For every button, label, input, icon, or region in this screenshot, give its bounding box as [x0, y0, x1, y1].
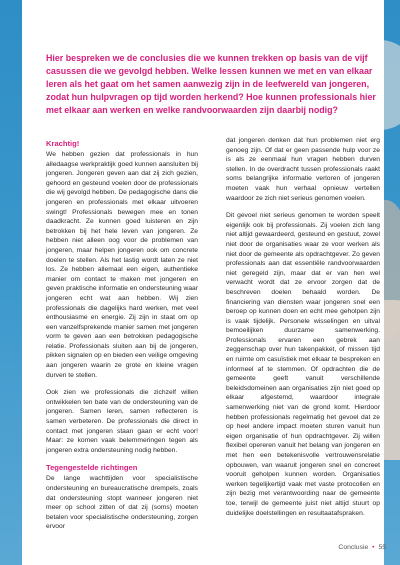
- body-paragraph: Dit gevoel niet serieus genomen te worden speelt eigenlijk ook bij professionals. Zij voelen zich lang niet altijd gewaardeerd, gesteund en gestuut, zowel niet door de organisaties waar ze voor werken als niet door de gemeente als opdrachtgever. Zo geven professionals aan dat essentiële randvoorwaarden niet geregeld zijn, maar dat er van hen wel verwacht wordt dat ze ervoor zorgen dat de beschreven doelen behaald worden. De financiering van diensten waar jongeren snel een beroep op kunnen doen en echt mee geholpen zijn is vaak tijdelijk. Personele wisselingen en uitval bemoeilijken duurzame samenwerking. Professionals ervaren een gebrek aan zeggenschap over hun takenpakket, of missen tijd en ruimte om casuïstiek met elkaar te bespreken en informeel af te stemmen. Of opdrachten die de gemeente geeft vanuit verschillende beleidsdomeinen aan organisaties zijn niet goed op elkaar afgestemd, waardoor integrale samenwerking niet van de grond komt. Hierdoor hebben professionals regelmatig het gevoel dat ze op heel andere impact moeten sturen vanuit hun eigen organisatie of hun opdrachtgever. Zij willen flexibel opereren vanuit het belang van jongeren en met hen een betekenisvolle vertrouwensrelatie opbouwen, van waaruit jongeren snel en concreet vooruit geholpen kunnen worden. Organisaties werken tegelijkertijd vaak met vaste protocollen en zijn bezig met verantwoording naar de gemeente toe, terwijl de gemeente juist niet altijd stuurt op duidelijke doelstellingen en resultaatafspraken.: [226, 212, 380, 517]
- left-column: [46, 136, 198, 540]
- body-paragraph: De lange wachttijden voor specialistische ondersteuning en bureaucratische drempels, zoals dat ondersteuning stopt wanneer jongeren niet meer op school zitten of dat zij (soms) moeten betalen voor specialistische ondersteuning, zorgen ervoor: [46, 475, 198, 531]
- section-heading-krachtig: Krachtig!: [46, 139, 80, 148]
- content-card: [22, 0, 384, 565]
- body-paragraph: dat jongeren denken dat hun problemen niet erg genoeg zijn. Of dat er geen passende hulp voor ze is als ze eenmaal hun vragen hebben durven stellen. In de overdracht tussen professionals raakt soms belangrijke informatie verloren of jongeren moeten vaak hun verhaal opnieuw vertellen waardoor ze zich niet serieus genomen voelen.: [226, 137, 380, 202]
- body-paragraph: We hebben gezien dat professionals in hun alledaagse werkpraktijk goed kunnen aansluiten bij jongeren. Jongeren geven aan dat zij zich gezien, gehoord en gesteund voelen door de professionals die wij gevolgd hebben. De pedagogische dans die jongeren en professionals met elkaar uitvoeren swingt! Professionals bewegen mee en tonen daadkracht. Ze kunnen goed luisteren en zijn betrokken bij het hele leven van jongeren. Ze hebben niet alleen oog voor de problemen van jongeren, maar helpen jongeren ook om concrete doelen te stellen. Als het lastig wordt laten ze niet los. Ze hebben allemaal een eigen, authentieke manier om contact te maken met jongeren en geven praktische informatie en ondersteuning waar jongeren echt wat aan hebben. Wij zien professionals die dagelijks hard werken, met veel enthousiasme en energie. Zij zijn in staat om op een vanzelfsprekende manier samen met jongeren vorm te geven aan een betrokken pedagogische relatie. Professionals sluiten aan bij de jongeren, pikken signalen op en bieden een veilige omgeving aan jongeren waarin ze grote en kleine vragen durven te stellen.: [46, 151, 198, 379]
- page-number: 55: [378, 544, 386, 551]
- intro-paragraph: Hier bespreken we de conclusies die we kunnen trekken op basis van de vijf casussen die we gevolgd hebben. Welke lessen kunnen we met en van elkaar leren als het gaat om het samen aanwezig zijn in de leefwereld van jongeren, zodat hun hulpvragen op tijd worden herkend? Hoe kunnen professionals hier met elkaar aan werken en welke randvoorwaarden zijn daarbij nodig?: [46, 53, 376, 115]
- footer-separator: •: [372, 544, 375, 551]
- footer-section-name: Conclusie: [338, 544, 369, 551]
- section-heading-tegengestelde-richtingen: Tegengestelde richtingen: [46, 463, 138, 473]
- body-paragraph: Ook zien we professionals die zichzelf willen ontwikkelen ten bate van de ondersteuning van de jongeren. Samen leren, samen reflecteren is samen verbeteren. De professionals die direct in contact met jongeren staan gaan er echt voor! Maar: ze komen vaak belemmeringen tegen als jongeren extra ondersteuning nodig hebben.: [46, 389, 198, 454]
- page-footer: [338, 544, 386, 551]
- right-column: [226, 136, 380, 526]
